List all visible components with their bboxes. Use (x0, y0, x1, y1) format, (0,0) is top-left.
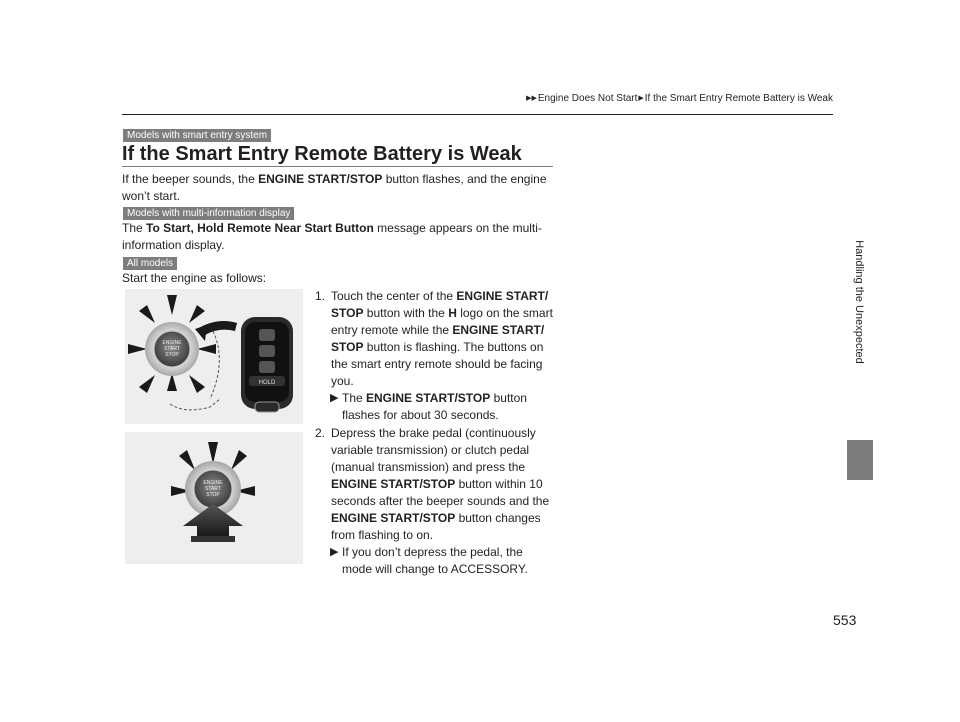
step-2-text-2: button within 10 seconds after the beeper sounds and the (331, 477, 550, 508)
step-1-text-4: button is flashing. The buttons on the smart entry remote should be facing you. (331, 340, 544, 388)
step-1 (315, 288, 555, 424)
step-1-text-3: logo on the smart entry remote while the (331, 306, 553, 337)
step-1-result-bold: ENGINE START/STOP (366, 391, 491, 405)
tag-smart-entry: Models with smart entry system (123, 129, 271, 142)
tag-multi-info: Models with multi-information display (123, 207, 294, 220)
remote-hold-label: HOLD (258, 380, 276, 386)
step-2-result (315, 544, 555, 578)
engine-button-label-2: START (164, 346, 180, 352)
step-2-text-3: button changes from flashing to on. (331, 511, 541, 542)
step-1-text-1: Touch the center of the (331, 289, 457, 303)
intro-bold: ENGINE START/STOP (258, 172, 383, 186)
message-bold: To Start, Hold Remote Near Start Button (146, 221, 374, 235)
page-title: If the Smart Entry Remote Battery is Weak (122, 143, 522, 165)
message-text-2: message appears on the multi-information display. (122, 221, 542, 252)
step-2-bold-2: ENGINE START/STOP (331, 511, 456, 525)
step-1-result-text-2: button flashes for about 30 seconds. (342, 391, 527, 422)
page-number: 553 (833, 612, 857, 628)
breadcrumb-separator-icon: ▶ (638, 95, 644, 102)
step-2 (315, 425, 555, 578)
engine-button-2-label-2: START (205, 486, 221, 492)
smart-entry-remote-icon (241, 317, 293, 412)
section-tab[interactable] (847, 440, 873, 480)
step-2-text-1: Depress the brake pedal (continuously variable transmission) or clutch pedal (manual transmission) and press the (331, 426, 536, 474)
step-2-number: 2. (315, 426, 326, 440)
result-arrow-icon: ▶ (330, 392, 339, 404)
step-1-bold-1: ENGINE START/ STOP (331, 289, 549, 320)
engine-button-2-label-1: ENGINE (203, 480, 223, 486)
message-text-1: The (122, 221, 147, 235)
side-section-label-text: Handling the Unexpected (853, 240, 865, 364)
press-arrow-icon (183, 504, 243, 542)
header-rule (122, 114, 833, 115)
step-1-number: 1. (315, 289, 326, 303)
breadcrumb (500, 93, 833, 104)
breadcrumb-part-2[interactable]: If the Smart Entry Remote Battery is Weak (644, 93, 833, 104)
step-1-bold-2: H (448, 306, 457, 320)
figure-press-button (125, 432, 303, 564)
figure-remote-touch (125, 289, 303, 424)
step-1-text-2: button with the (363, 306, 449, 320)
result-arrow-icon-2: ▶ (330, 546, 339, 558)
engine-button-2-label-3: STOP (206, 492, 220, 498)
side-section-label (850, 182, 868, 422)
breadcrumb-arrow-icon: ▶▶ (526, 95, 537, 102)
step-1-result (315, 390, 555, 424)
title-rule (122, 166, 553, 167)
step-2-bold-1: ENGINE START/STOP (331, 477, 456, 491)
message-paragraph (122, 220, 552, 254)
engine-button-label-1: ENGINE (162, 340, 182, 346)
step-2-result-text: If you don’t depress the pedal, the mode will change to ACCESSORY. (342, 545, 528, 576)
tag-all-models: All models (123, 257, 177, 270)
intro-text-2: button flashes, and the engine won’t start. (122, 172, 547, 203)
breadcrumb-part-1[interactable]: Engine Does Not Start (537, 93, 638, 104)
step-1-bold-3: ENGINE START/ STOP (331, 323, 545, 354)
engine-button-label-3: STOP (165, 352, 179, 358)
step-1-result-text-1: The (342, 391, 367, 405)
intro-paragraph (122, 171, 552, 205)
intro-text-1: If the beeper sounds, the (122, 172, 259, 186)
start-instruction: Start the engine as follows: (122, 271, 267, 285)
